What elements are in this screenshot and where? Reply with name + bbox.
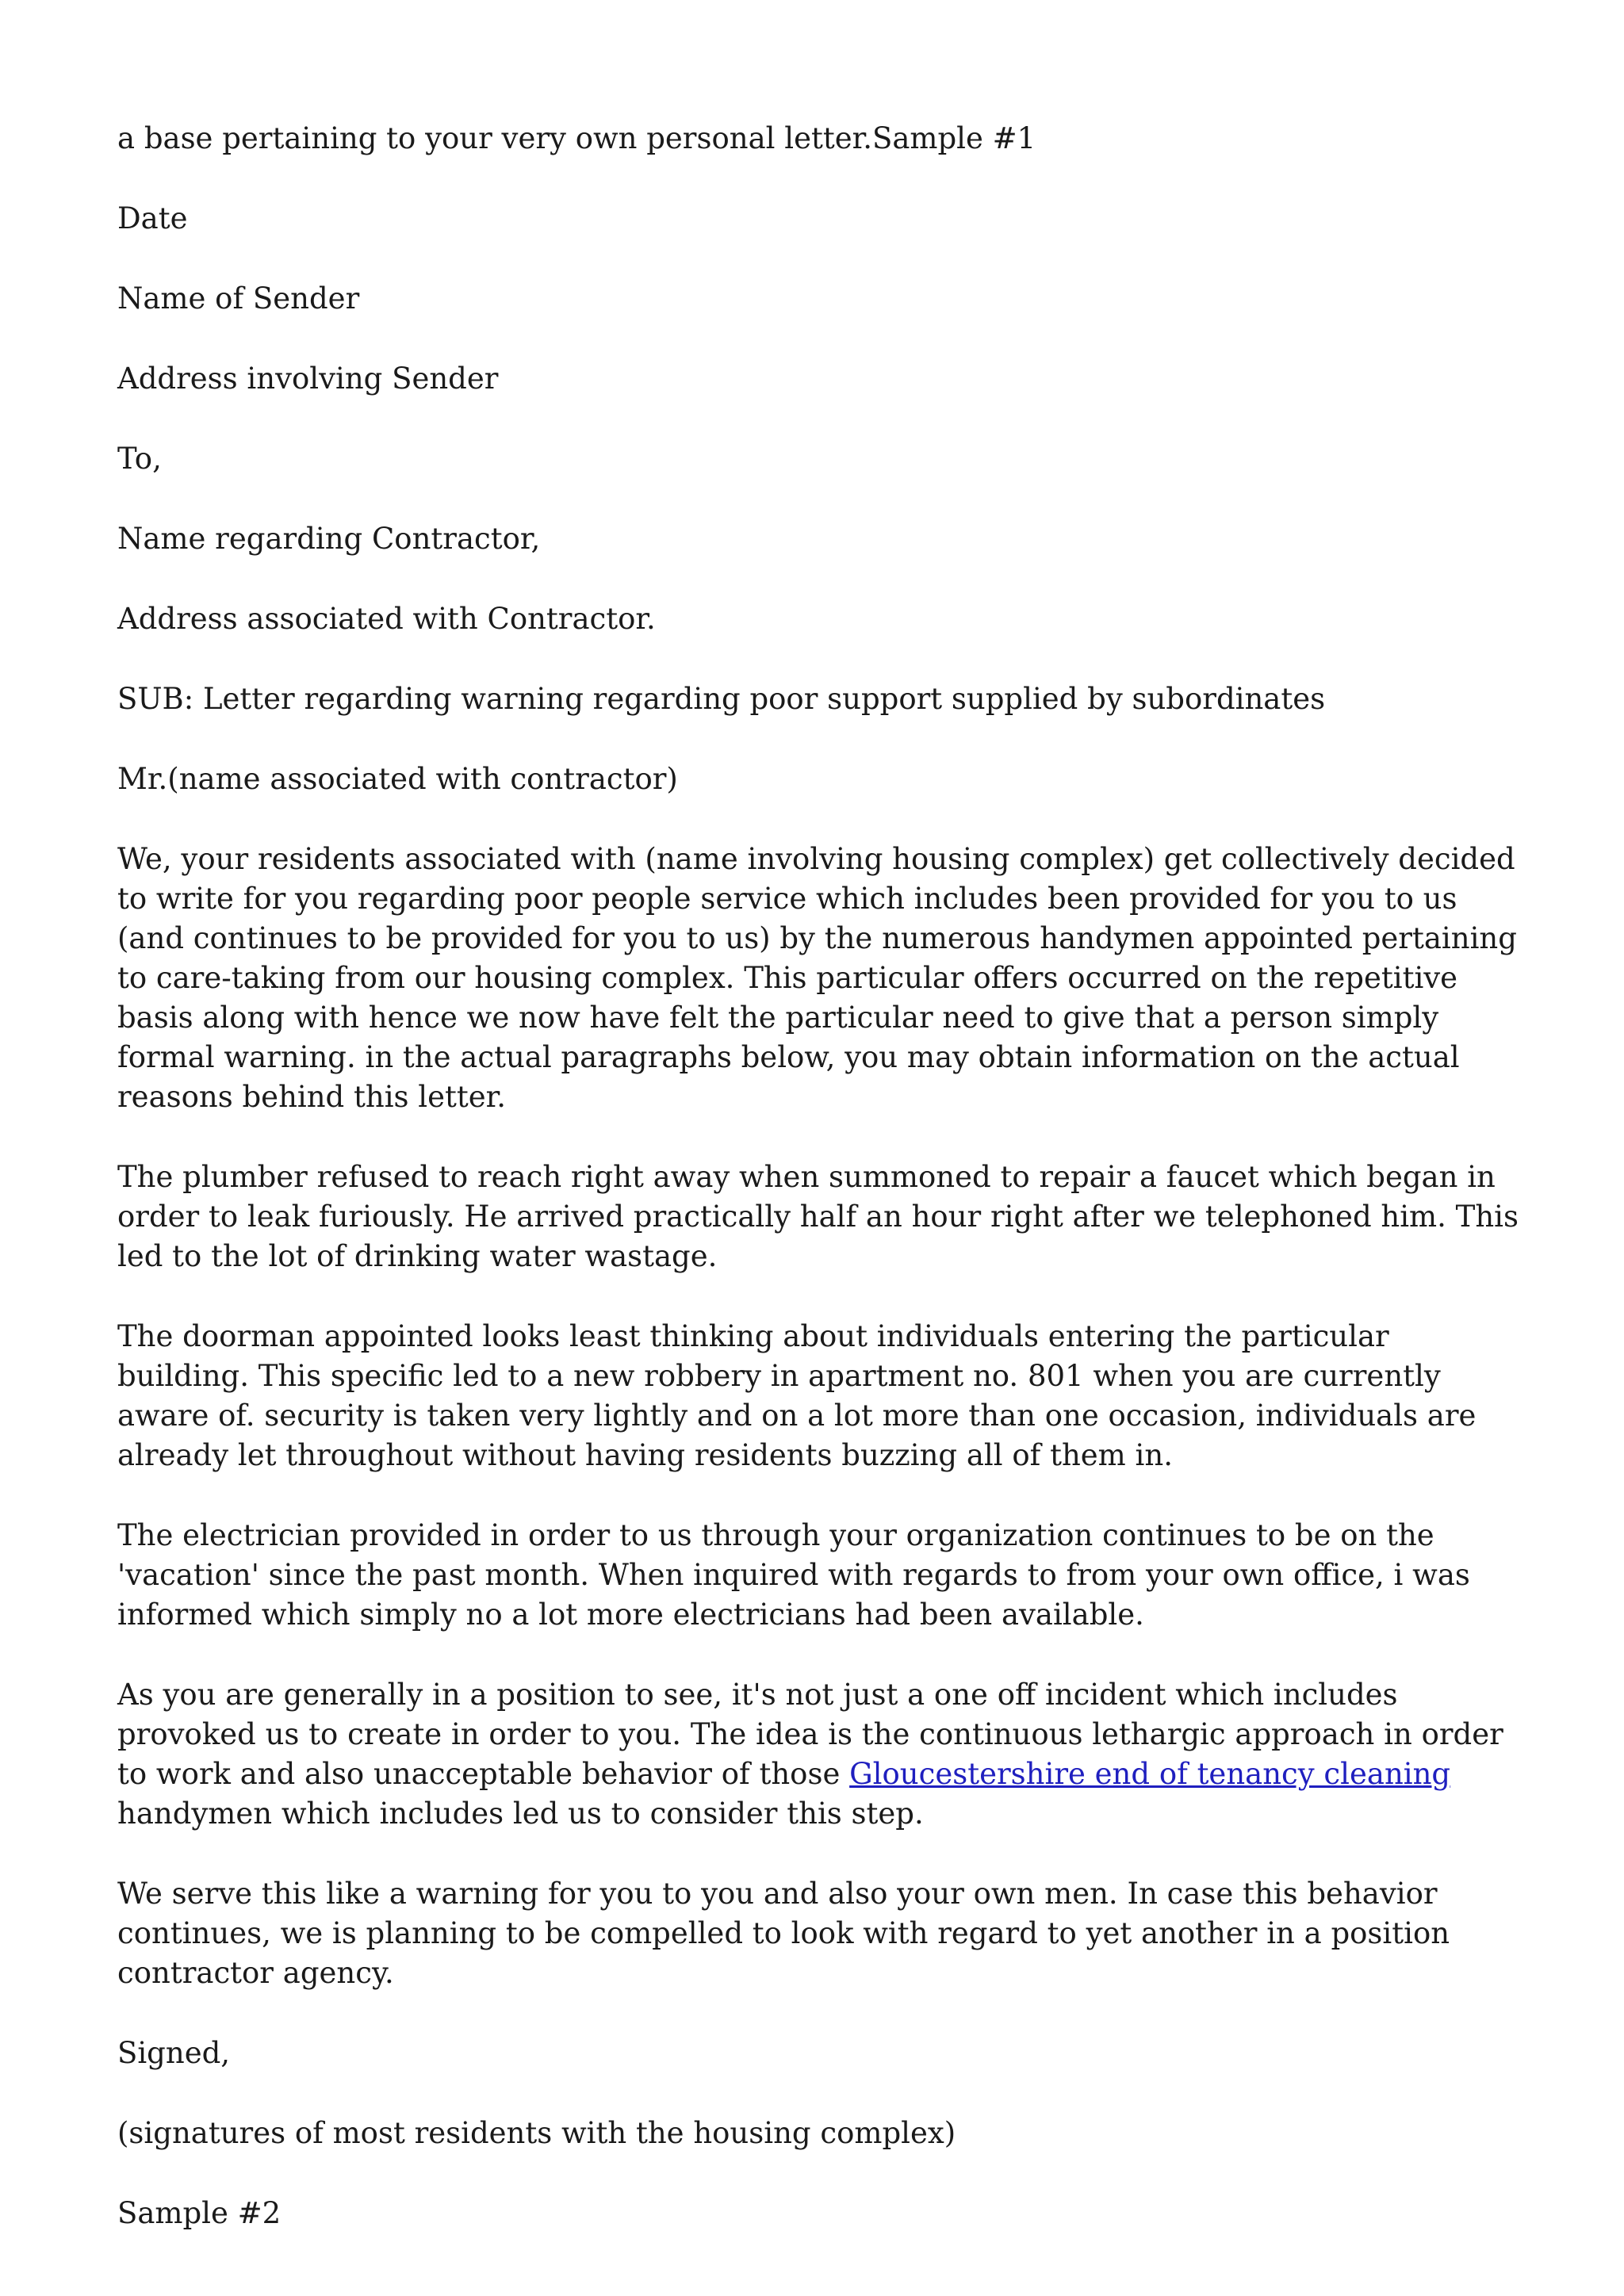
cleaning-service-link[interactable]: Gloucestershire end of tenancy cleaning	[849, 1757, 1451, 1791]
contractor-address: Address associated with Contractor.	[117, 602, 656, 636]
sender-name: Name of Sender	[117, 281, 360, 316]
body-paragraph-5	[117, 1675, 1529, 1834]
paragraph-5-text-start: As you are generally in a position to see, it's not just a one off incident which includes provoked us to create in order to you. The idea is the continuous lethargic approach in order to work and also unacceptable behavior of those	[117, 1678, 1503, 1791]
body-paragraph-4: The electrician provided in order to us through your organization continues to be on the 'vacation' since the past month. When inquired with regards to from your own office, i was informed which simply no a lot more electricians had been available.	[117, 1518, 1470, 1632]
subject-line: SUB: Letter regarding warning regarding poor support supplied by subordinates	[117, 682, 1326, 716]
sample-2-heading: Sample #2	[117, 2196, 282, 2230]
body-paragraph-1: We, your residents associated with (name involving housing complex) get collectively decided to write for you regarding poor people service which includes been provided for you to us (and continues to be provided for you to us) by the numerous handymen appointed pertaining to care-taking from our housing complex. This particular offers occurred on the repetitive basis along with hence we now have felt the particular need to give that a person simply formal warning. in the actual paragraphs below, you may obtain information on the actual reasons behind this letter.	[117, 842, 1517, 1114]
body-paragraph-2: The plumber refused to reach right away when summoned to repair a faucet which began in order to leak furiously. He arrived practically half an hour right after we telephoned him. This led to the lot of drinking water wastage.	[117, 1160, 1519, 1273]
letter-document	[117, 119, 1529, 2233]
paragraph-5-text-end: handymen which includes led us to consider this step.	[117, 1797, 924, 1831]
body-paragraph-6: We serve this like a warning for you to you and also your own men. In case this behavior continues, we is planning to be compelled to look with regard to yet another in a position contractor agency.	[117, 1877, 1450, 1990]
contractor-name: Name regarding Contractor,	[117, 522, 541, 556]
to-line: To,	[117, 442, 162, 476]
signed-line: Signed,	[117, 2036, 231, 2070]
intro-line: a base pertaining to your very own personal letter.Sample #1	[117, 121, 1036, 155]
date-line: Date	[117, 201, 188, 235]
signatures-line: (signatures of most residents with the housing complex)	[117, 2116, 956, 2150]
body-paragraph-3: The doorman appointed looks least thinking about individuals entering the particular building. This specific led to a new robbery in apartment no. 801 when you are currently aware of. security is taken very lightly and on a lot more than one occasion, individuals are already let throughout without having residents buzzing all of them in.	[117, 1319, 1477, 1472]
salutation: Mr.(name associated with contractor)	[117, 762, 678, 796]
sender-address: Address involving Sender	[117, 362, 499, 396]
